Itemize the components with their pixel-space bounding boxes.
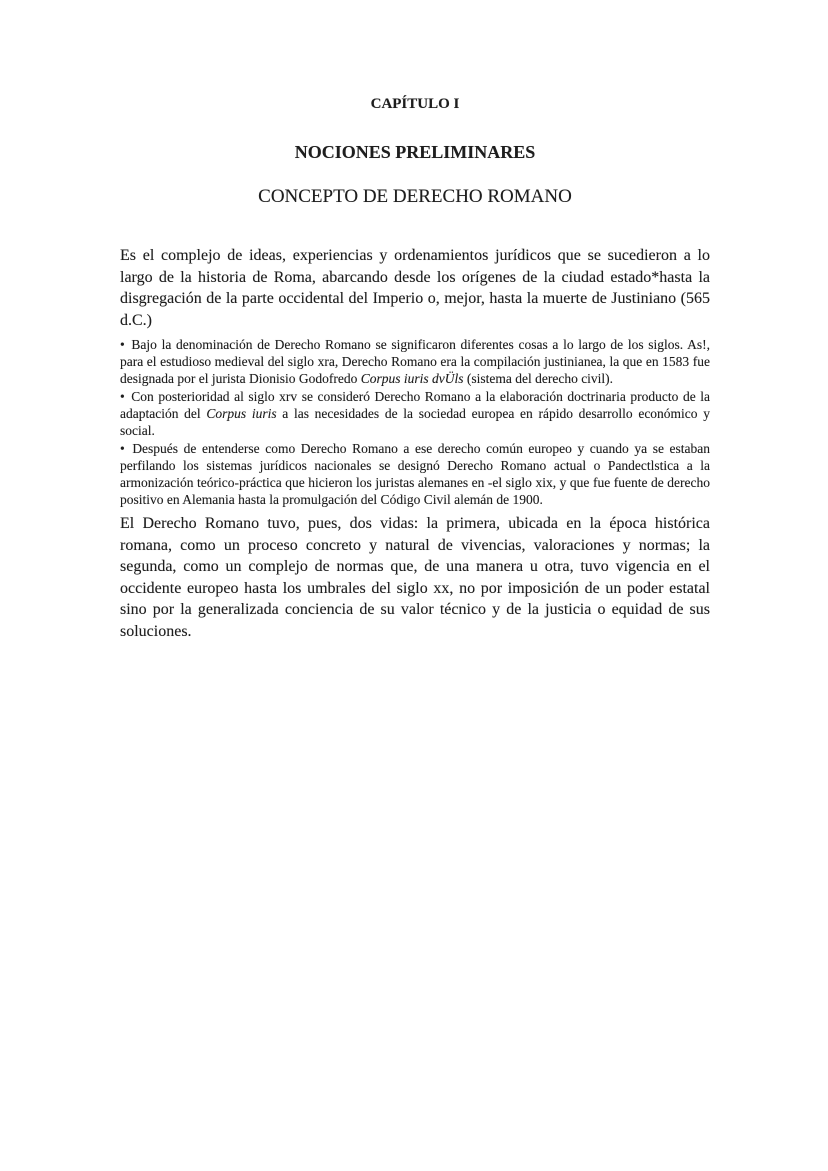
title-heading: NOCIONES PRELIMINARES xyxy=(294,142,536,162)
closing-paragraph: El Derecho Romano tuvo, pues, dos vidas: la primera, ubicada en la época histórica romana, como un proceso concreto y natural de vivencias, valoraciones y normas; la segunda, como un complejo de normas que, de una manera u otra, tuvo vigencia en el occidente europeo hasta los umbrales del siglo xx, no por imposición de un poder estatal sino por la generalizada conciencia de su valor técnico y de la justicia o equidad de sus soluciones. xyxy=(120,515,710,640)
bullet-item xyxy=(120,440,710,508)
bullet-text: Con posterioridad al siglo xrv se consideró Derecho Romano a la elaboración doctrinaria producto de la adaptación del xyxy=(120,389,710,421)
bullet-marker: • xyxy=(120,441,125,456)
bullet-italic-text: Corpus iuris dvÜls xyxy=(360,371,464,386)
bullet-text-after-italic: a las necesidades de la sociedad europea en rápido desarrollo económico y social. xyxy=(120,406,710,438)
bullet-text: Bajo la denominación de Derecho Romano se significaron diferentes cosas a lo largo de los siglos. As!, para el estudioso medieval del siglo xra, Derecho Romano era la compilación justinianea, la que en 1583 fue designada por el jurista Dionisio Godofredo xyxy=(120,337,710,386)
bullet-item xyxy=(120,336,710,387)
bullet-text-after-italic: (sistema del derecho civil). xyxy=(466,371,614,386)
bullet-list xyxy=(120,336,710,508)
bullet-marker: • xyxy=(120,337,125,352)
bullet-text: Después de entenderse como Derecho Romano a ese derecho común europeo y cuando ya se estaban perfilando los sistemas jurídicos nacionales se designó Derecho Romano actual o Pandectlstica a la armonización teórico-práctica que hicieron los juristas alemanes en -el siglo xix, y que fue fuente de derecho positivo en Alemania hasta la promulgación del Código Civil alemán de 1900. xyxy=(120,441,710,507)
bullet-marker: • xyxy=(120,389,125,404)
bullet-italic-text: Corpus iuris xyxy=(206,406,277,421)
chapter-heading: CAPÍTULO I xyxy=(370,96,460,112)
intro-paragraph: Es el complejo de ideas, experiencias y ordenamientos jurídicos que se sucedieron a lo largo de la historia de Roma, abarcando desde los orígenes de la ciudad estado*hasta la disgregación de la parte occidental del Imperio o, mejor, hasta la muerte de Justiniano (565 d.C.) xyxy=(120,247,710,329)
section-heading: CONCEPTO DE DERECHO ROMANO xyxy=(258,186,572,207)
bullet-item xyxy=(120,388,710,439)
